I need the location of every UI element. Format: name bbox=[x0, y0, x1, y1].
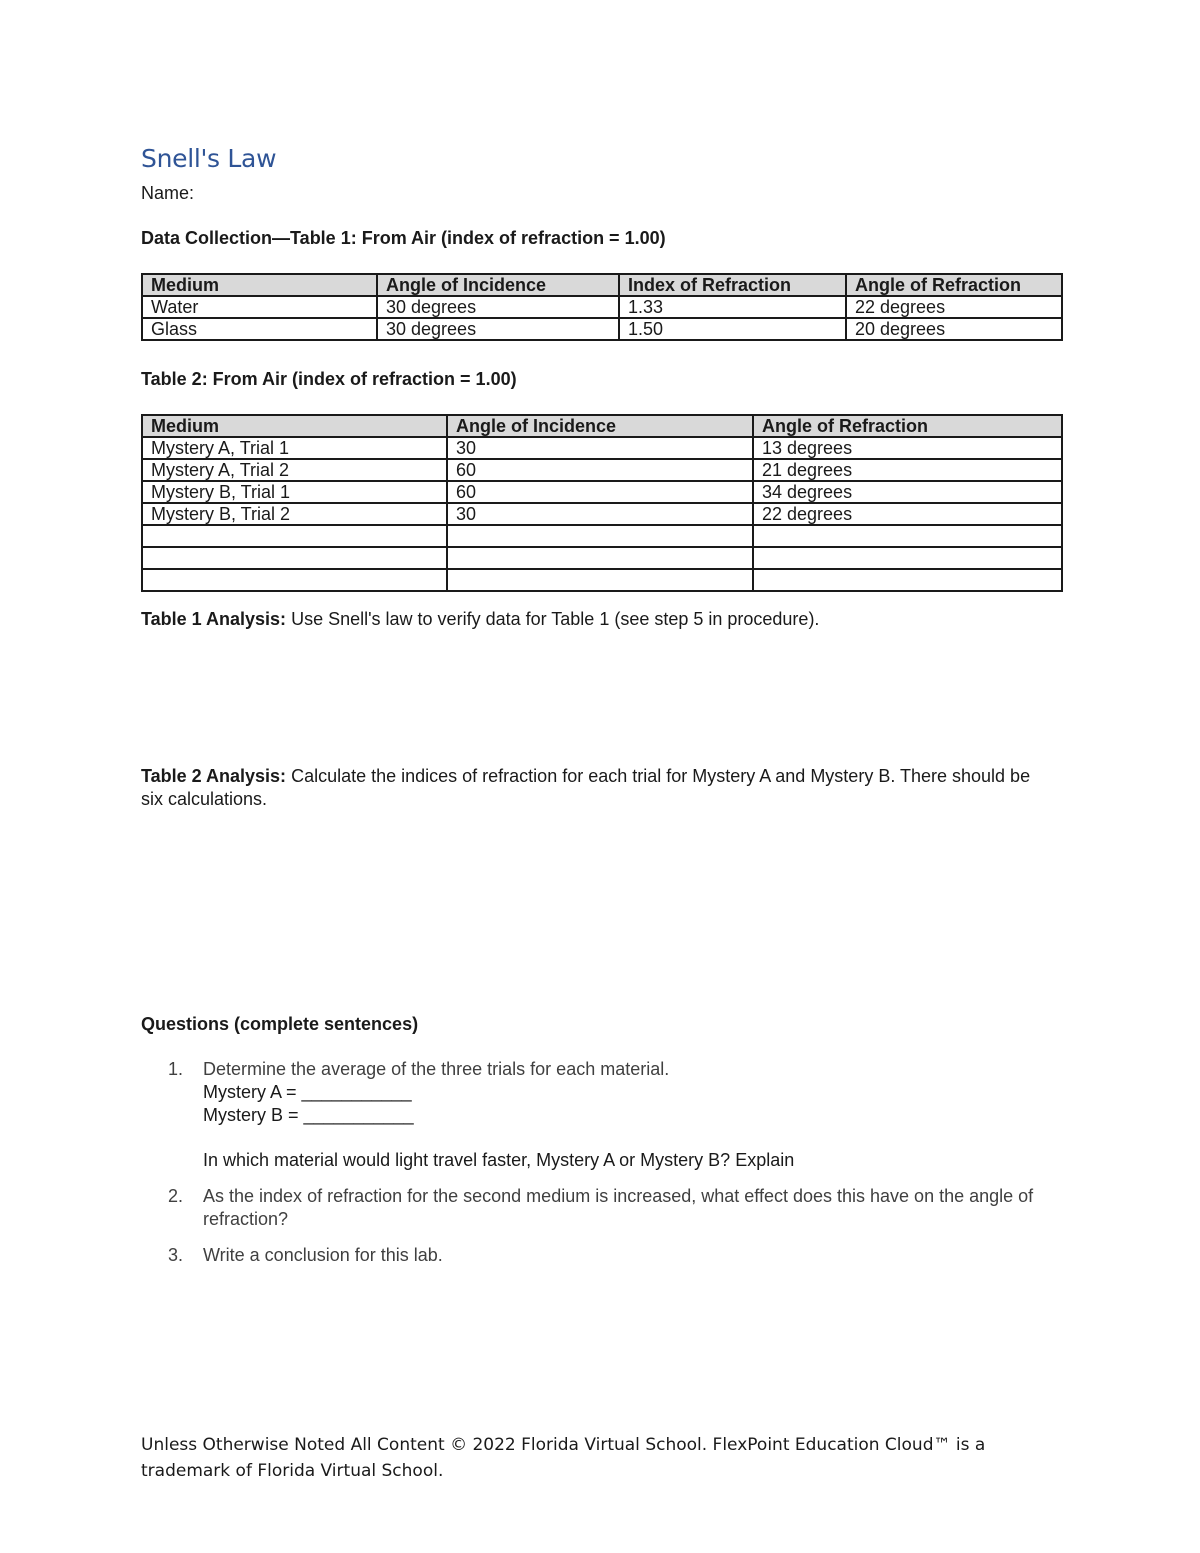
table-cell[interactable]: 21 degrees bbox=[753, 459, 1062, 481]
table1-heading: Data Collection—Table 1: From Air (index of refraction = 1.00) bbox=[141, 228, 666, 248]
table-row bbox=[142, 503, 1062, 525]
table-cell[interactable]: 20 degrees bbox=[846, 318, 1062, 340]
table-cell[interactable]: 30 degrees bbox=[377, 296, 619, 318]
table2 bbox=[141, 414, 1063, 592]
table2-analysis-text: Calculate the indices of refraction for each trial for Mystery A and Mystery B. There should be six calculations. bbox=[141, 766, 1031, 809]
questions-list bbox=[141, 1058, 1041, 1280]
table2-analysis-label: Table 2 Analysis: bbox=[141, 766, 287, 786]
table-row bbox=[142, 296, 1062, 318]
question-2 bbox=[141, 1185, 1041, 1231]
table-cell[interactable] bbox=[142, 547, 447, 569]
table1-header-angle-incidence: Angle of Incidence bbox=[377, 274, 619, 296]
table-cell[interactable]: 30 bbox=[447, 503, 753, 525]
table-cell[interactable]: 22 degrees bbox=[753, 503, 1062, 525]
table-cell[interactable]: 30 bbox=[447, 437, 753, 459]
question-3 bbox=[141, 1244, 1041, 1267]
question-number: 1. bbox=[168, 1059, 184, 1079]
table-row-empty bbox=[142, 569, 1062, 591]
table2-header-row bbox=[142, 415, 1062, 437]
table1-analysis-text: Use Snell's law to verify data for Table 1 (see step 5 in procedure). bbox=[286, 609, 820, 629]
document-title: Snell's Law bbox=[141, 144, 277, 173]
table-cell[interactable]: Mystery A, Trial 2 bbox=[142, 459, 447, 481]
table-cell[interactable] bbox=[447, 547, 753, 569]
table2-header-angle-incidence: Angle of Incidence bbox=[447, 415, 753, 437]
table-cell[interactable]: 34 degrees bbox=[753, 481, 1062, 503]
table2-header-angle-refraction: Angle of Refraction bbox=[753, 415, 1062, 437]
table2-analysis bbox=[141, 765, 1041, 811]
questions-heading: Questions (complete sentences) bbox=[141, 1014, 419, 1034]
table2-heading: Table 2: From Air (index of refraction = 1.00) bbox=[141, 369, 517, 389]
question-number: 3. bbox=[168, 1245, 184, 1265]
table1-analysis-label: Table 1 Analysis: bbox=[141, 609, 287, 629]
table-row-empty bbox=[142, 525, 1062, 547]
table-cell[interactable]: Mystery A, Trial 1 bbox=[142, 437, 447, 459]
table-cell[interactable]: Mystery B, Trial 1 bbox=[142, 481, 447, 503]
table-cell[interactable]: Mystery B, Trial 2 bbox=[142, 503, 447, 525]
spacer bbox=[203, 1127, 1041, 1149]
table-cell[interactable] bbox=[447, 569, 753, 591]
table-cell[interactable] bbox=[753, 547, 1062, 569]
table-cell[interactable] bbox=[142, 525, 447, 547]
table-cell[interactable]: Water bbox=[142, 296, 377, 318]
name-label: Name: bbox=[141, 183, 195, 203]
table1-header-index-refraction: Index of Refraction bbox=[619, 274, 846, 296]
table-cell[interactable] bbox=[447, 525, 753, 547]
table-row bbox=[142, 437, 1062, 459]
table1-header-medium: Medium bbox=[142, 274, 377, 296]
table-cell[interactable] bbox=[142, 569, 447, 591]
table-cell[interactable]: 60 bbox=[447, 459, 753, 481]
table-row bbox=[142, 481, 1062, 503]
table1 bbox=[141, 273, 1063, 341]
table-cell[interactable]: 60 bbox=[447, 481, 753, 503]
table1-analysis bbox=[141, 608, 1041, 631]
table-cell[interactable] bbox=[753, 569, 1062, 591]
copyright-footer: Unless Otherwise Noted All Content © 2022 Florida Virtual School. FlexPoint Education Cloud™ is a trademark of Florida Virtual School. bbox=[141, 1435, 986, 1481]
mystery-a-answer-line[interactable]: Mystery A = ___________ bbox=[203, 1082, 412, 1102]
table1-header-angle-refraction: Angle of Refraction bbox=[846, 274, 1062, 296]
question-2-text: As the index of refraction for the second medium is increased, what effect does this have on the angle of refraction? bbox=[203, 1186, 1034, 1229]
question-1-text: Determine the average of the three trials for each material. bbox=[203, 1059, 670, 1079]
table-cell[interactable]: 30 degrees bbox=[377, 318, 619, 340]
table-cell[interactable]: 22 degrees bbox=[846, 296, 1062, 318]
question-3-text: Write a conclusion for this lab. bbox=[203, 1245, 443, 1265]
table-row bbox=[142, 318, 1062, 340]
question-1 bbox=[141, 1058, 1041, 1172]
mystery-b-answer-line[interactable]: Mystery B = ___________ bbox=[203, 1105, 414, 1125]
table2-header-medium: Medium bbox=[142, 415, 447, 437]
table-cell[interactable]: 1.33 bbox=[619, 296, 846, 318]
table1-header-row bbox=[142, 274, 1062, 296]
table-cell[interactable]: Glass bbox=[142, 318, 377, 340]
table-row-empty bbox=[142, 547, 1062, 569]
table-cell[interactable] bbox=[753, 525, 1062, 547]
question-1-followup: In which material would light travel faster, Mystery A or Mystery B? Explain bbox=[203, 1150, 795, 1170]
table-row bbox=[142, 459, 1062, 481]
table-cell[interactable]: 1.50 bbox=[619, 318, 846, 340]
question-number: 2. bbox=[168, 1186, 184, 1206]
table-cell[interactable]: 13 degrees bbox=[753, 437, 1062, 459]
